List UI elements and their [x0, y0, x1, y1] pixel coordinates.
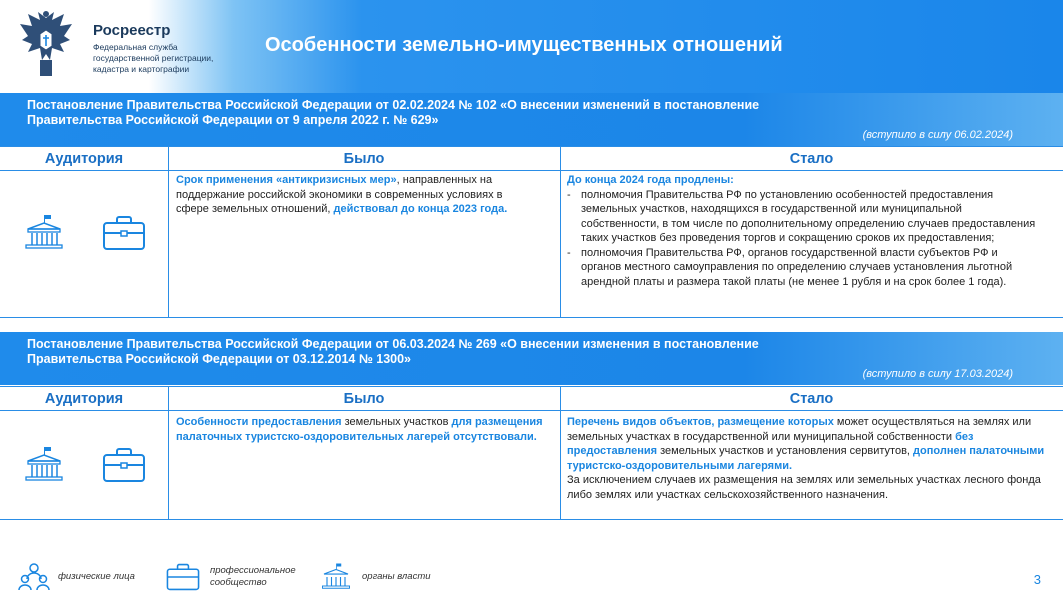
col-was: Было [343, 391, 385, 407]
col-audience: Аудитория [44, 151, 124, 167]
became-body: земельных участков и установления сервитутов, [657, 445, 914, 457]
legend-professional: профессиональное сообщество [210, 565, 296, 588]
section-2-band [0, 332, 1063, 385]
became-text [567, 415, 1047, 502]
section-1-band [0, 93, 1063, 146]
became-highlight: Перечень видов объектов, размещение которых [567, 416, 834, 428]
divider [560, 387, 561, 519]
col-audience: Аудитория [44, 391, 124, 407]
table-header [0, 387, 1063, 411]
col-was: Было [343, 151, 385, 167]
header [0, 0, 1063, 93]
was-body: земельных участков [341, 416, 452, 428]
divider [168, 387, 169, 519]
was-highlight: Срок применения «антикризисных мер» [176, 174, 397, 186]
was-body: , направленных на поддержание российской экономики в современных условиях в сфере земельных отношений, [176, 174, 503, 215]
divider [560, 147, 561, 317]
col-became: Стало [789, 151, 834, 167]
section-2-date: (вступило в силу 17.03.2024) [862, 368, 1013, 380]
was-highlight: Особенности предоставления [176, 416, 342, 428]
section-1-table [0, 146, 1063, 318]
col-became: Стало [789, 391, 834, 407]
list-item: - полномочия Правительства РФ, органов государственной власти субъектов РФ и органов местного самоуправления по определению случаев установления льготной арендной платы и размера такой платы (не менее 1 рубля и на срок более 1 года). [567, 246, 1037, 290]
people-icon [18, 562, 50, 592]
section-1-date: (вступило в силу 06.02.2024) [862, 129, 1013, 141]
became-text [567, 173, 1037, 289]
government-building-icon [24, 213, 64, 253]
page-number: 3 [1033, 572, 1041, 587]
was-text [176, 173, 526, 217]
legend-individuals: физические лица [58, 571, 135, 582]
became-highlight: дополнен палаточными туристско-оздоровительными лагерями. [567, 445, 1045, 472]
section-1-title: Постановление Правительства Российской Федерации от 02.02.2024 № 102 «О внесении изменений в постановление Правительства Российской Федерации от 9 апреля 2022 г. № 629» [27, 98, 760, 127]
was-highlight: действовал до конца 2023 года. [333, 203, 508, 215]
became-note: За исключением случаев их размещения на землях или земельных участках лесного фонда либо землях или участках сельскохозяйственного назначения. [567, 474, 1041, 501]
divider [168, 147, 169, 317]
briefcase-icon [102, 447, 146, 483]
government-building-icon [320, 562, 352, 592]
became-body: может осуществляться на землях или земельных участках в государственной или муниципальной собственности [567, 416, 1032, 443]
became-highlight: без предоставления [567, 430, 974, 457]
table-header [0, 147, 1063, 171]
briefcase-icon [164, 563, 202, 591]
eagle-emblem-icon [18, 8, 74, 80]
became-list [567, 188, 1037, 290]
briefcase-icon [102, 215, 146, 251]
section-2-table [0, 386, 1063, 520]
page-title: Особенности земельно-имущественных отношений [265, 34, 783, 56]
org-name: Росреестр [93, 22, 171, 39]
was-highlight: для размещения палаточных туристско-оздоровительных лагерей отсутствовали. [176, 416, 543, 443]
became-highlight: До конца 2024 года продлены: [567, 174, 734, 186]
list-item: - полномочия Правительства РФ по установлению особенностей предоставления земельных участков, находящихся в государственной или муниципальной собственности, в том числе по дополнительному определению случаев предоставления таких участков без проведения торгов и сокращению сроков их предоставления; [567, 188, 1037, 246]
was-text [176, 415, 546, 444]
org-subtitle: Федеральная служба государственной регистрации, кадастра и картографии [93, 42, 214, 74]
government-building-icon [24, 445, 64, 485]
legend-authorities: органы власти [362, 571, 431, 582]
section-2-title: Постановление Правительства Российской Федерации от 06.03.2024 № 269 «О внесении изменения в постановление Правительства Российской Федерации от 03.12.2014 № 1300» [27, 337, 759, 366]
